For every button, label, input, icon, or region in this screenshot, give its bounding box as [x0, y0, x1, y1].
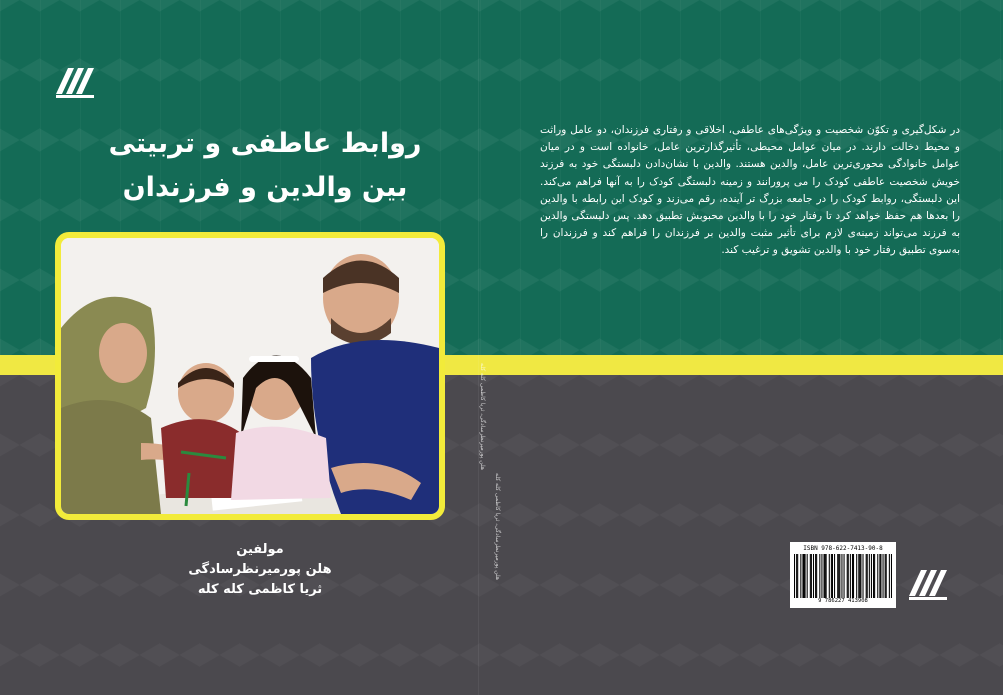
book-title-line-1: روابط عاطفی و تربیتی — [108, 128, 422, 159]
authors-heading: مولفین — [236, 542, 284, 557]
authors-block — [150, 540, 370, 600]
spine-authors-text: هلن پورمیرنظرسادگی، ثریا کاظمی کله کله — [479, 362, 486, 470]
publisher-logo-icon — [905, 560, 951, 604]
author-2: ثریا کاظمی کله کله — [197, 582, 323, 597]
barcode-bars — [794, 554, 892, 598]
isbn-barcode — [790, 542, 896, 608]
isbn-number: ISBN 978-622-7413-90-8 — [803, 545, 883, 552]
book-title-line-2: بین والدین و فرزندان — [122, 172, 408, 203]
author-1: هلن پورمیرنظرسادگی — [188, 562, 332, 577]
cover-photo — [55, 232, 445, 520]
back-cover-paragraph: در شکل‌گیری و تکوّن شخصیت و ویژگی‌های عاطفی، اخلاقی و رفتاری فرزندان، دو عامل وراثت و محیط دخالت دارند. در میان عوامل محیطی، تأثیرگذارترین عامل، خانواده است و در میان عوامل خانوادگی محوری‌ترین عامل، والدین هستند. والدین با نشان‌دادن دلبستگی خود به فرزند خویش شخصیت عاطفی کودک را می پرورانند و زمینه دلبستگی کودک را به آنها فراهم می‌کند. این دلبستگی، روابط کودک را در جامعه بزرگ تر آینده، رقم می‌زند و کودک این رابطه با والدین را بعدها هم حفظ خواهد کرد تا رفتار خود را با والدین محبوبش تطبیق دهد. پس دلبستگی والدین به فرزند می‌تواند زمینه‌ی لازم برای تأثیر مثبت والدین بر فرزندان را فراهم کند و فرزندان را به‌سوی تطبیق رفتار خود با والدین تشویق و ترغیب کند. — [540, 124, 960, 257]
publisher-logo-icon — [52, 58, 98, 102]
spine-authors-text-2: هلن پورمیرنظرسادگی، ثریا کاظمی کله کله — [494, 472, 501, 580]
barcode-digits: 9 786227 413908 — [818, 598, 868, 604]
